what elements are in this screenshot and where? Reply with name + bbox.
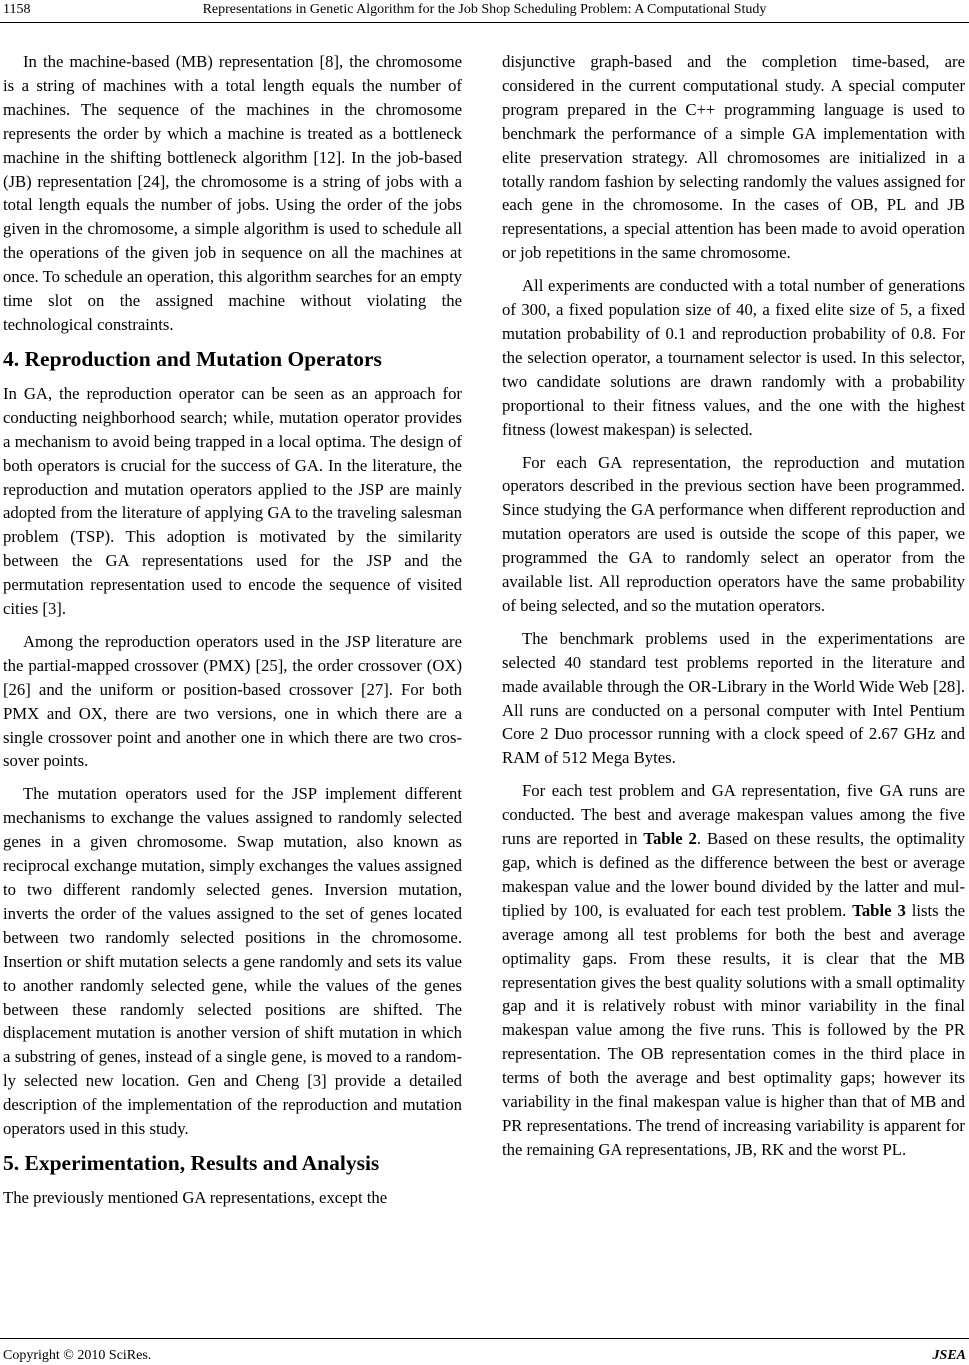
paragraph-operator-selection: For each GA representation, the reproduction and mutation operators described in the previous section have been programmed. Since studying the GA performance when different reproduction and mutation operators are used is outside the scope of this paper, we programmed the GA to randomly select an operator from the available list. All reproduction operators have the same probability of being selected, and so the mutation operators. bbox=[502, 452, 965, 615]
section-heading-5: 5. Experimentation, Results and Analysis bbox=[3, 1150, 380, 1175]
section-heading-4: 4. Reproduction and Mutation Operators bbox=[3, 346, 382, 371]
footer-rule bbox=[0, 1338, 969, 1339]
paragraph-mb-jb-representation: In the machine-based (MB) representation [8], the chromosome is a string of machines with a total length equals the number of machines. The sequence of the machines in the chromosome represents the order by which a machine is treated as a bottleneck machine in the shifting bottleneck algorithm [12]. In the job-based (JB) representation [24], the chromosome is a string of jobs with a total length equals the number of jobs. Using the order of the jobs given in the chromosome, a simple algorithm is used to schedule all the operations of the given job in sequence on all the machines at once. To schedule an operation, this algorithm searches for an empty time slot on the assigned machine without violating the technological constraints. bbox=[3, 52, 462, 334]
table-2-reference: Table 2 bbox=[643, 829, 697, 849]
page-footer bbox=[0, 1338, 969, 1365]
paragraph-mutation-operators: The mutation operators used for the JSP implement different mechanisms to exchange the values assigned to randomly selected genes in a given chromosome. Swap mutation, also known as reciprocal exchange mutation, simply exchanges the values assigned to two different randomly selected genes. Inversion mutation, inverts the order of the values assigned to the set of genes located between two randomly selected positions in the chromosome. Insertion or shift mutation selects a gene randomly and sets its value to another randomly selected gene, while the values of the genes between these randomly selected positions are shifted. The displacement mutation is another version of shift mutation in which a substring of genes, instead of a single gene, is moved to a randomly selected new location. Gen and Cheng [3] provide a detailed description of the implementation of the reproduction and mutation operators used in this study. bbox=[3, 784, 462, 1139]
paragraph-benchmark-problems: The benchmark problems used in the experimentations are selected 40 standard test problems reported in the literature and made available through the OR-Library in the World Wide Web [28]. All runs are conducted on a personal computer with Intel Pentium Core 2 Duo processor running with a clock speed of 2.67 GHz and RAM of 512 Mega Bytes. bbox=[502, 628, 965, 768]
running-title: Representations in Genetic Algorithm for the Job Shop Scheduling Problem: A Computational Study bbox=[202, 2, 767, 17]
page-number: 1158 bbox=[3, 2, 31, 17]
paragraph-ga-operators: In GA, the reproduction operator can be seen as an approach for conducting neighborhood search; while, mutation operator provides a mechanism to avoid being trapped in a local optima. The design of both operators is crucial for the success of GA. In the literature, the reproduction and mutation operators applied to the JSP are mainly adopted from the literature of applying GA to the traveling salesman problem (TSP). This adoption is motivated by the similarity between the GA representations used for the JSP and the permutation representation used to encode the sequence of visited cities [3]. bbox=[3, 383, 462, 619]
journal-abbreviation: JSEA bbox=[932, 1348, 966, 1363]
results-text-a: For each test problem and GA representation, five GA runs are conducted. The best and average makespan values among the five runs are reported in bbox=[502, 781, 965, 849]
results-text-c: lists the average among all test problems for both the best and average optimality gaps. From these results, it is clear that the MB representation gives the best quality solutions with a small optimality gap and it is relatively robust with minor variability in the final makespan value among the five runs. This is followed by the PR representation. The OB representation comes in the third place in terms of both the average and best optimality gaps; however its variability in the final makespan value is higher than that of MB and PR representations. The trend of increasing variability is apparent for the remaining GA representations, JB, RK and the worst PL. bbox=[502, 900, 966, 1159]
paragraph-reproduction-operators: Among the reproduction operators used in the JSP literature are the partial-mapped crossover (PMX) [25], the order crossover (OX) [26] and the uniform or position-based crossover [27]. For both PMX and OX, there are two versions, one in which there are a single crossover point and another one in which there are two crossover points. bbox=[3, 631, 462, 771]
paragraph-experiment-settings: All experiments are conducted with a total number of generations of 300, a fixed population size of 40, a fixed elite size of 5, a fixed mutation probability of 0.1 and reproduction probability of 0.8. For the selection operator, a tournament selector is used. In this selector, two candidate solutions are drawn randomly with a probability proportional to their fitness values, and the one with the highest fitness (lowest makespan) is selected. bbox=[502, 276, 965, 439]
left-column bbox=[3, 50, 462, 1219]
copyright-notice: Copyright © 2010 SciRes. bbox=[3, 1348, 152, 1363]
page-header bbox=[0, 0, 969, 28]
table-3-reference: Table 3 bbox=[852, 900, 906, 920]
results-text-b: . Based on these results, the optimality gap, which is defined as the difference between the best or average makespan value and the lower bound divided by the latter and multiplied by 100, is evaluated for each test problem. bbox=[502, 829, 966, 920]
paragraph-results-analysis bbox=[502, 779, 965, 1162]
right-column bbox=[502, 50, 965, 1171]
paragraph-experimentation-start: The previously mentioned GA representations, except the bbox=[3, 1187, 388, 1207]
paragraph-experimentation-cont: disjunctive graph-based and the completion time-based, are considered in the current computational study. A special computer program prepared in the C++ programming language is used to benchmark the performance of a simple GA implementation with elite preservation strategy. All chromosomes are initialized in a totally random fashion by selecting randomly the values assigned for each gene in the chromosome. In the cases of OB, PL and JB representations, a special attention has been made to avoid operation or job repetitions in the same chromosome. bbox=[502, 52, 965, 263]
header-rule bbox=[0, 22, 969, 23]
